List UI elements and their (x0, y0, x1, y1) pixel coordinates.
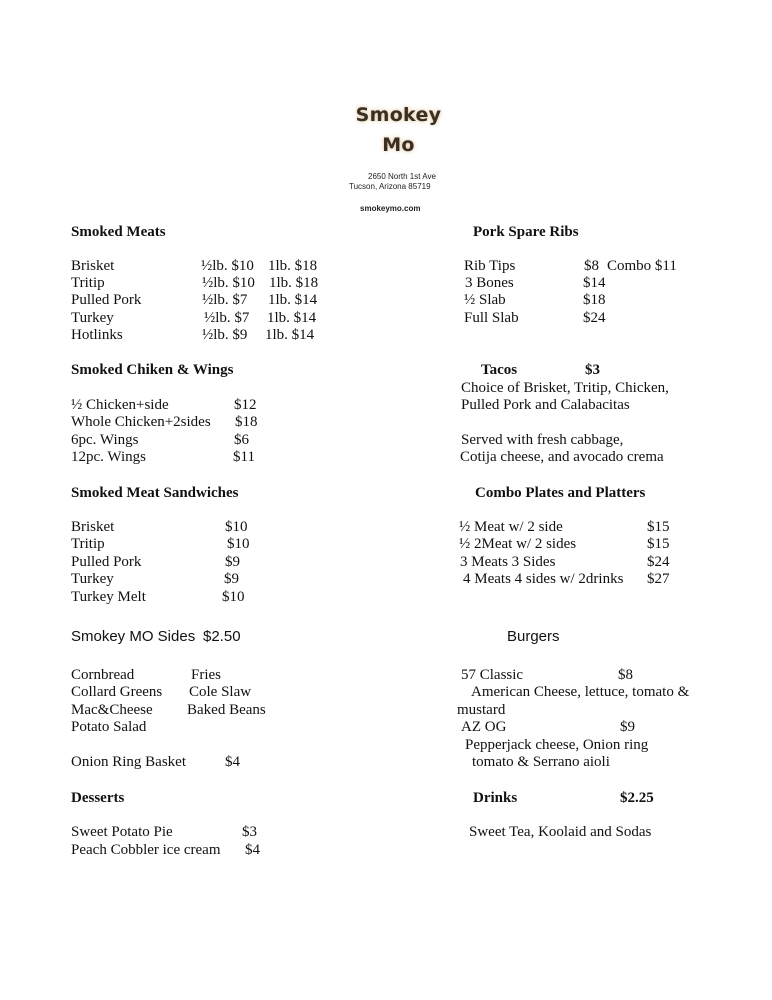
menu-item-extra: Combo $11 (607, 258, 677, 274)
menu-item-price: $27 (647, 571, 670, 587)
menu-item-name: Onion Ring Basket (71, 754, 186, 770)
section-title-combos: Combo Plates and Platters (475, 485, 646, 501)
menu-item-price: $3 (242, 824, 257, 840)
menu-item-name: Brisket (71, 519, 115, 535)
menu-item-description: Pepperjack cheese, Onion ring (465, 737, 649, 753)
menu-item-name: Rib Tips (464, 258, 516, 274)
menu-item-price: $12 (234, 397, 257, 413)
side-item: Potato Salad (71, 719, 147, 735)
address-line-1: 2650 North 1st Ave (368, 172, 436, 181)
menu-item-price: $8 (584, 258, 599, 274)
side-item: Fries (191, 667, 221, 683)
menu-item-price: $24 (583, 310, 606, 326)
menu-item-price: $11 (233, 449, 255, 465)
menu-item-price-full: 1lb. $18 (268, 258, 318, 274)
menu-item-name: 57 Classic (461, 667, 524, 683)
menu-item-price: $8 (618, 667, 633, 683)
side-item: Collard Greens (71, 684, 163, 700)
menu-item-description: mustard (457, 702, 506, 718)
menu-item-name: Peach Cobbler ice cream (71, 842, 221, 858)
menu-item-price: $15 (647, 536, 670, 552)
menu-item-price: $9 (225, 554, 240, 570)
tacos-description: Cotija cheese, and avocado crema (460, 449, 664, 465)
menu-item-description: American Cheese, lettuce, tomato & (471, 684, 690, 700)
menu-item-name: Brisket (71, 258, 115, 274)
menu-item-price: $6 (234, 432, 249, 448)
menu-item-price-half: ½lb. $10 (201, 258, 254, 274)
menu-item-name: Pulled Pork (71, 292, 142, 308)
menu-item-price: $18 (235, 414, 258, 430)
menu-item-price: $9 (224, 571, 239, 587)
menu-item-name: 3 Bones (465, 275, 514, 291)
section-title-burgers: Burgers (507, 628, 560, 645)
menu-item-name: Pulled Pork (71, 554, 142, 570)
menu-item-price-full: 1lb. $14 (267, 310, 317, 326)
menu-item-name: ½ 2Meat w/ 2 sides (459, 536, 577, 552)
drinks-price: $2.25 (620, 790, 654, 806)
tacos-price: $3 (585, 362, 600, 378)
menu-item-price: $10 (227, 536, 250, 552)
menu-item-price-half: ½lb. $10 (202, 275, 255, 291)
side-item: Cole Slaw (189, 684, 252, 700)
menu-item-price-full: 1lb. $18 (269, 275, 319, 291)
sides-price: $2.50 (203, 628, 241, 645)
menu-item-name: Whole Chicken+2sides (71, 414, 211, 430)
menu-item-price: $10 (225, 519, 248, 535)
section-title-pork-ribs: Pork Spare Ribs (473, 224, 579, 240)
menu-item-name: Turkey Melt (71, 589, 146, 605)
section-title-smoked-meats: Smoked Meats (71, 224, 166, 240)
side-item: Mac&Cheese (71, 702, 153, 718)
side-item: Cornbread (71, 667, 135, 683)
menu-item-name: ½ Chicken+side (71, 397, 169, 413)
section-title-desserts: Desserts (71, 790, 125, 806)
menu-item-name: 6pc. Wings (71, 432, 139, 448)
menu-item-price: $9 (620, 719, 635, 735)
logo: Smokey Mo (355, 104, 442, 156)
menu-item-name: Hotlinks (71, 327, 123, 343)
menu-item-price-half: ½lb. $7 (202, 292, 248, 308)
section-title-chicken: Smoked Chiken & Wings (71, 362, 234, 378)
menu-item-price-full: 1lb. $14 (268, 292, 318, 308)
menu-item-name: 4 Meats 4 sides w/ 2drinks (463, 571, 624, 587)
tacos-description: Served with fresh cabbage, (461, 432, 624, 448)
menu-item-name: Turkey (71, 571, 114, 587)
menu-item-name: Tritip (71, 536, 105, 552)
tacos-description: Choice of Brisket, Tritip, Chicken, (461, 380, 669, 396)
menu-item-name: Full Slab (464, 310, 519, 326)
menu-item-price: $18 (583, 292, 606, 308)
address-line-2: Tucson, Arizona 85719 (349, 182, 431, 191)
menu-item-name: Turkey (71, 310, 114, 326)
menu-item-name: 3 Meats 3 Sides (460, 554, 556, 570)
menu-item-price: $4 (225, 754, 240, 770)
menu-item-price: $14 (583, 275, 606, 291)
menu-item-price-full: 1lb. $14 (265, 327, 315, 343)
menu-item-name: ½ Meat w/ 2 side (459, 519, 563, 535)
menu-item-name: ½ Slab (464, 292, 506, 308)
menu-item-name: AZ OG (461, 719, 507, 735)
menu-item-price: $15 (647, 519, 670, 535)
menu-item-name: 12pc. Wings (71, 449, 146, 465)
section-title-sandwiches: Smoked Meat Sandwiches (71, 485, 239, 501)
section-title-sides: Smokey MO Sides (71, 628, 196, 645)
menu-item-name: Sweet Potato Pie (71, 824, 173, 840)
drinks-description: Sweet Tea, Koolaid and Sodas (469, 824, 652, 840)
website-link[interactable]: smokeymo.com (360, 204, 421, 213)
section-title-drinks: Drinks (473, 790, 518, 806)
menu-item-description: tomato & Serrano aioli (472, 754, 610, 770)
menu-item-price-half: ½lb. $7 (204, 310, 250, 326)
menu-item-name: Tritip (71, 275, 105, 291)
menu-item-price: $24 (647, 554, 670, 570)
menu-item-price-half: ½lb. $9 (202, 327, 248, 343)
tacos-description: Pulled Pork and Calabacitas (461, 397, 630, 413)
side-item: Baked Beans (187, 702, 266, 718)
menu-item-price: $10 (222, 589, 245, 605)
section-title-tacos: Tacos (481, 362, 518, 378)
menu-item-price: $4 (245, 842, 260, 858)
